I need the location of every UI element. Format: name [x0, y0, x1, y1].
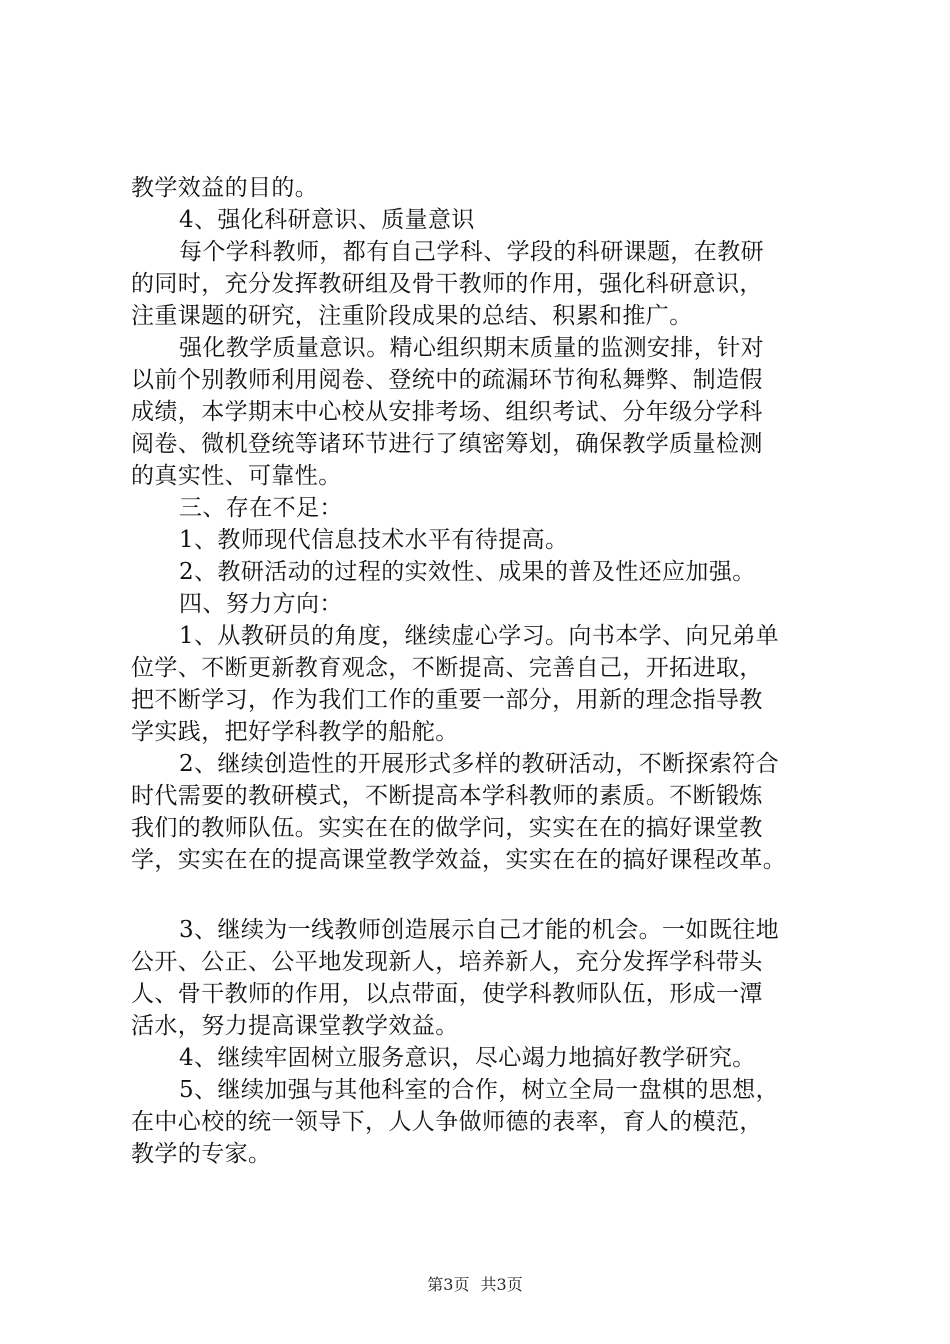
section-heading: 四、努力方向： — [179, 591, 343, 617]
paragraph-gap — [131, 876, 831, 914]
text-line: 的真实性、可靠性。 — [131, 463, 342, 489]
section-heading: 4、强化科研意识、质量意识 — [179, 207, 475, 233]
text-line: 强化教学质量意识。精心组织期末质量的监测安排，针对 — [179, 335, 764, 361]
text-line: 位学、不断更新教育观念，不断提高、完善自己，开拓进取， — [131, 655, 763, 681]
text-line: 2、教研活动的过程的实效性、成果的普及性还应加强。 — [179, 559, 756, 585]
page-footer — [0, 1272, 950, 1295]
text-line: 学实践，把好学科教学的船舵。 — [131, 719, 459, 745]
text-line: 的同时，充分发挥教研组及骨干教师的作用，强化科研意识， — [131, 271, 763, 297]
page-total: 共3页 — [480, 1275, 523, 1294]
page-number: 第3页 — [427, 1275, 470, 1294]
text-line: 公开、公正、公平地发现新人，培养新人，充分发挥学科带头 — [131, 949, 763, 975]
text-line: 成绩，本学期末中心校从安排考场、组织考试、分年级分学科 — [131, 399, 763, 425]
text-line: 以前个别教师利用阅卷、登统中的疏漏环节徇私舞弊、制造假 — [131, 367, 763, 393]
text-line: 5、继续加强与其他科室的合作，树立全局一盘棋的思想， — [179, 1077, 780, 1103]
text-line: 教学的专家。 — [131, 1141, 272, 1167]
text-line: 1、教师现代信息技术水平有待提高。 — [179, 527, 569, 553]
text-line: 时代需要的教研模式，不断提高本学科教师的素质。不断锻炼 — [131, 783, 763, 809]
text-line: 学，实实在在的提高课堂教学效益，实实在在的搞好课程改革。 — [131, 847, 787, 873]
text-line: 阅卷、微机登统等诸环节进行了缜密筹划，确保教学质量检测 — [131, 431, 763, 457]
text-line: 活水，努力提高课堂教学效益。 — [131, 1013, 459, 1039]
text-line: 我们的教师队伍。实实在在的做学问，实实在在的搞好课堂教 — [131, 815, 763, 841]
text-line: 4、继续牢固树立服务意识，尽心竭力地搞好教学研究。 — [179, 1045, 756, 1071]
text-line: 1、从教研员的角度，继续虚心学习。向书本学、向兄弟单 — [179, 623, 780, 649]
text-line: 教学效益的目的。 — [131, 175, 319, 201]
text-line: 注重课题的研究，注重阶段成果的总结、积累和推广。 — [131, 303, 693, 329]
text-line: 在中心校的统一领导下，人人争做师德的表率，育人的模范， — [131, 1109, 763, 1135]
document-body — [131, 172, 831, 1170]
section-heading: 三、存在不足： — [179, 495, 343, 521]
text-line: 把不断学习，作为我们工作的重要一部分，用新的理念指导教 — [131, 687, 763, 713]
text-line: 每个学科教师，都有自己学科、学段的科研课题，在教研 — [179, 239, 764, 265]
text-line: 人、骨干教师的作用，以点带面，使学科教师队伍，形成一潭 — [131, 981, 763, 1007]
text-line: 3、继续为一线教师创造展示自己才能的机会。一如既往地 — [179, 917, 780, 943]
text-line: 2、继续创造性的开展形式多样的教研活动，不断探索符合 — [179, 751, 780, 777]
